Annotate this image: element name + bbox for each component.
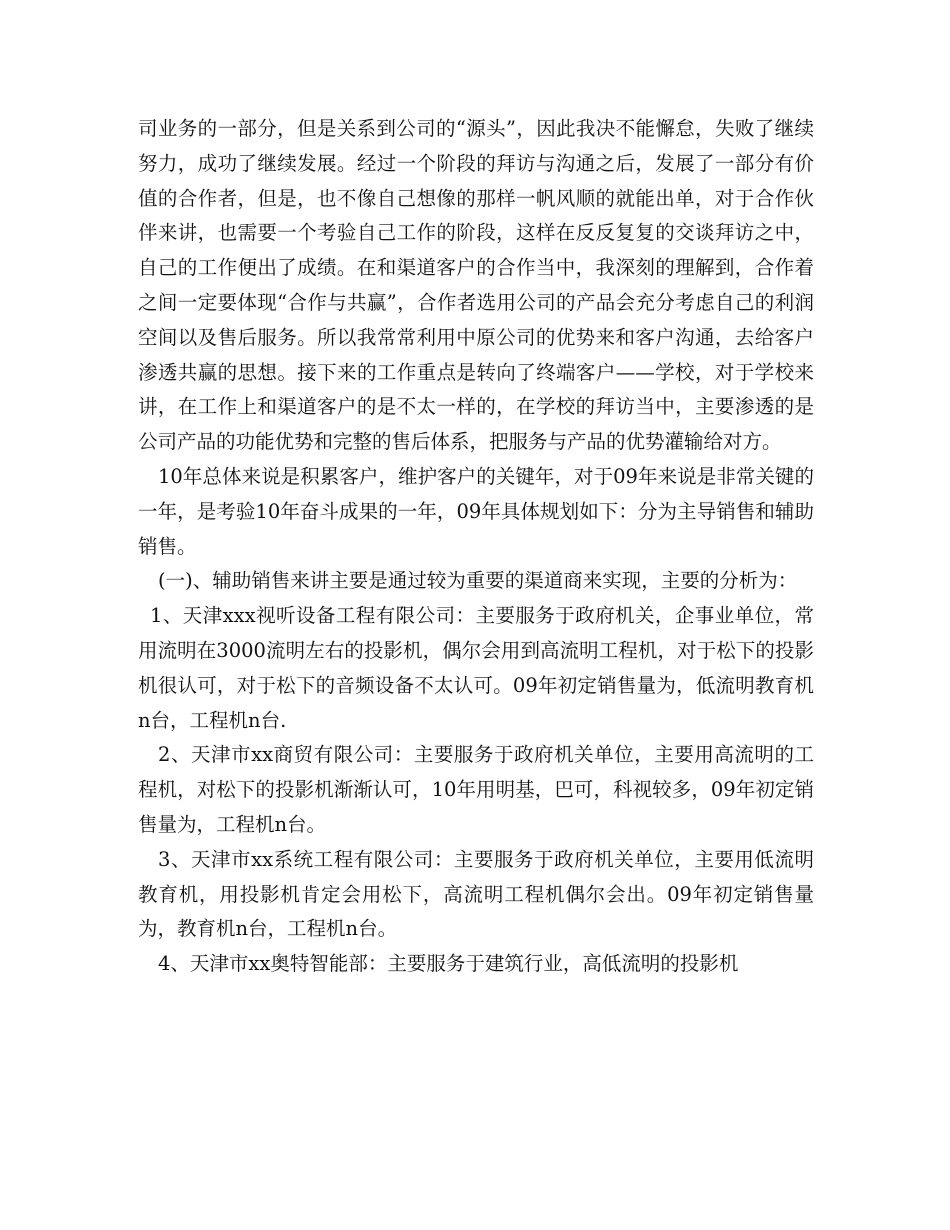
paragraph-item-2: 2、天津市xx商贸有限公司：主要服务于政府机关单位，主要用高流明的工程机，对松下的投影机渐渐认可，10年用明基，巴可，科视较多，09年初定销售量为，工程机n台。 (138, 743, 814, 836)
paragraph-item-4: 4、天津市xx奥特智能部：主要服务于建筑行业，高低流明的投影机 (158, 952, 739, 976)
paragraph-item-3: 3、天津市xx系统工程有限公司：主要服务于政府机关单位，主要用低流明教育机，用投影机肯定会用松下，高流明工程机偶尔会出。09年初定销售量为，教育机n台，工程机n台。 (138, 847, 814, 941)
document-body (138, 112, 814, 982)
paragraph-item-1: 1、天津xxx视听设备工程有限公司：主要服务于政府机关，企事业单位，常用流明在3000流明左右的投影机，偶尔会用到高流明工程机，对于松下的投影机很认可，对于松下的音频设备不太认可。09年初定销售量为，低流明教育机n台，工程机n台. (138, 604, 814, 732)
paragraph-company-channel: 司业务的一部分，但是关系到公司的“源头”，因此我决不能懈怠，失败了继续努力，成功了继续发展。经过一个阶段的拜访与沟通之后，发展了一部分有价值的合作者，但是，也不像自己想像的那样一帆风顺的就能出单，对于合作伙伴来讲，也需要一个考验自己工作的阶段，这样在反反复复的交谈拜访之中，自己的工作便出了成绩。在和渠道客户的合作当中，我深刻的理解到，合作着之间一定要体现“合作与共赢”，合作者选用公司的产品会充分考虑自己的利润空间以及售后服务。所以我常常利用中原公司的优势来和客户沟通，去给客户渗透共赢的思想。接下来的工作重点是转向了终端客户——学校，对于学校来讲，在工作上和渠道客户的是不太一样的，在学校的拜访当中，主要渗透的是公司产品的功能优势和完整的售后体系，把服务与产品的优势灌输给对方。 (138, 117, 814, 454)
paragraph-annual-summary: 10年总体来说是积累客户，维护客户的关键年，对于09年来说是非常关键的一年，是考验10年奋斗成果的一年，09年具体规划如下：分为主导销售和辅助销售。 (138, 464, 814, 558)
paragraph-section-auxiliary-sales: (一)、辅助销售来讲主要是通过较为重要的渠道商来实现，主要的分析为： (158, 569, 798, 593)
